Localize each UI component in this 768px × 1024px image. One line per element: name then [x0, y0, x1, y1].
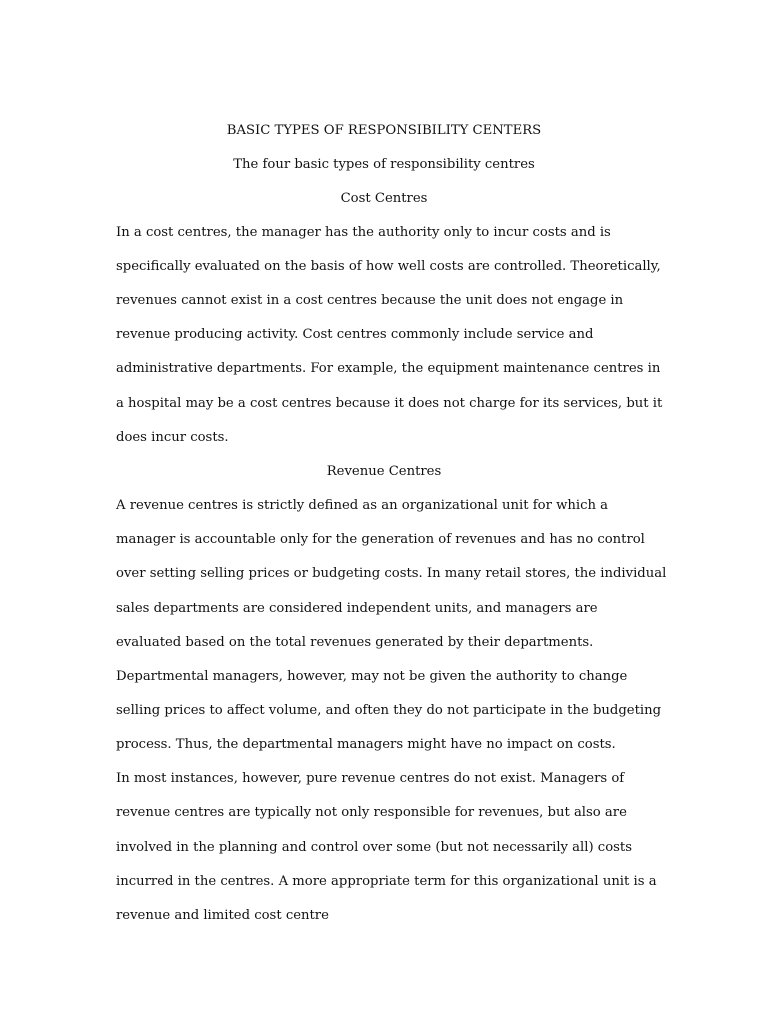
- paragraph-line: sales departments are considered independent units, and managers are: [116, 601, 598, 616]
- paragraph-line: revenue and limited cost centre: [116, 908, 329, 923]
- paragraph-line: revenues cannot exist in a cost centres because the unit does not engage in: [116, 293, 624, 308]
- document-title: BASIC TYPES OF RESPONSIBILITY CENTERS: [226, 123, 542, 138]
- paragraph-line: evaluated based on the total revenues generated by their departments.: [116, 635, 594, 650]
- paragraph-line: administrative departments. For example, the equipment maintenance centres in: [116, 361, 661, 376]
- paragraph-line: manager is accountable only for the generation of revenues and has no control: [116, 532, 645, 547]
- section-heading-cost-centres: Cost Centres: [340, 191, 428, 206]
- paragraph-line: A revenue centres is strictly defined as an organizational unit for which a: [116, 498, 609, 513]
- paragraph-line: specifically evaluated on the basis of how well costs are controlled. Theoretically,: [116, 259, 661, 274]
- paragraph-line: incurred in the centres. A more appropriate term for this organizational unit is a: [116, 874, 657, 889]
- paragraph-line: does incur costs.: [116, 430, 229, 445]
- paragraph-line: revenue producing activity. Cost centres commonly include service and: [116, 327, 594, 342]
- paragraph-line: In a cost centres, the manager has the authority only to incur costs and is: [116, 225, 611, 240]
- paragraph-line: In most instances, however, pure revenue centres do not exist. Managers of: [116, 771, 625, 786]
- paragraph-line: a hospital may be a cost centres because it does not charge for its services, but it: [116, 396, 663, 411]
- paragraph-line: involved in the planning and control over some (but not necessarily all) costs: [116, 840, 632, 855]
- paragraph-line: Departmental managers, however, may not be given the authority to change: [116, 669, 628, 684]
- paragraph-line: selling prices to affect volume, and often they do not participate in the budgeting: [116, 703, 662, 718]
- section-heading-revenue-centres: Revenue Centres: [326, 464, 442, 479]
- paragraph-line: over setting selling prices or budgeting costs. In many retail stores, the individual: [116, 566, 667, 581]
- paragraph-line: revenue centres are typically not only responsible for revenues, but also are: [116, 805, 627, 820]
- document-subtitle: The four basic types of responsibility centres: [233, 157, 535, 172]
- paragraph-line: process. Thus, the departmental managers might have no impact on costs.: [116, 737, 616, 752]
